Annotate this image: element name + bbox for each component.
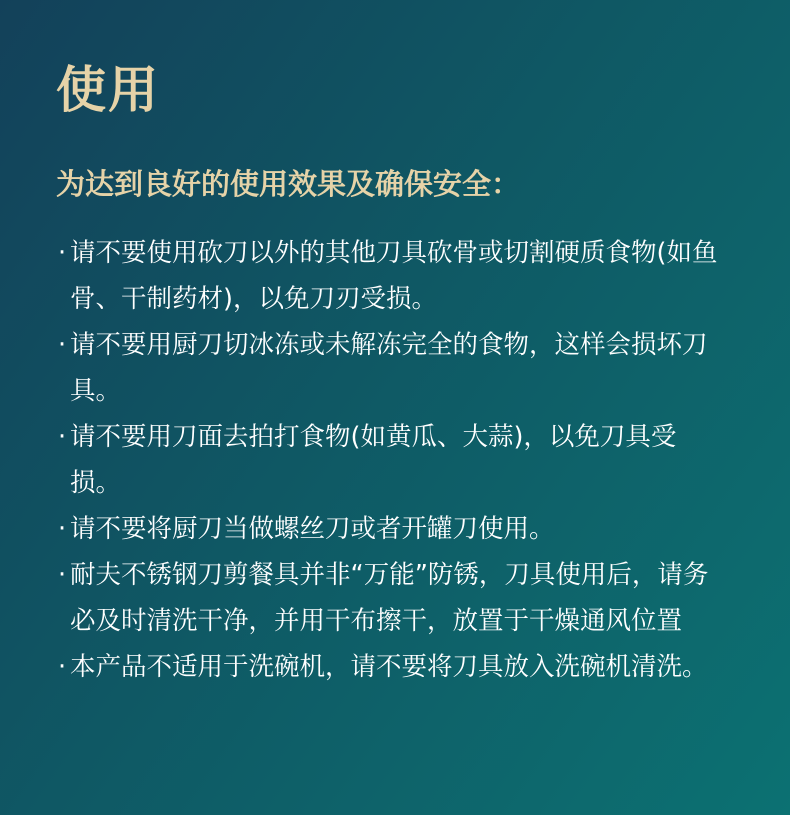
- usage-note-text: 请不要用刀面去拍打食物(如黄瓜、大蒜)，以免刀具受损。: [70, 422, 677, 498]
- bullet-icon: ·: [58, 238, 67, 268]
- usage-note: [58, 506, 718, 552]
- usage-note-text: 请不要用厨刀切冰冻或未解冻完全的食物，这样会损坏刀具。: [70, 330, 708, 406]
- bullet-icon: ·: [58, 422, 67, 452]
- usage-notes-list: [58, 230, 718, 690]
- page-title: 使用: [56, 61, 160, 119]
- bullet-icon: ·: [58, 514, 67, 544]
- bullet-icon: ·: [58, 330, 67, 360]
- bullet-icon: ·: [58, 652, 67, 682]
- usage-note: [58, 322, 718, 414]
- usage-note: [58, 414, 718, 506]
- bullet-icon: ·: [58, 560, 67, 590]
- usage-note: [58, 644, 718, 690]
- usage-note-text: 本产品不适用于洗碗机，请不要将刀具放入洗碗机清洗。: [70, 652, 708, 682]
- usage-note-text: 耐夫不锈钢刀剪餐具并非“万能”防锈，刀具使用后，请务必及时清洗干净，并用干布擦干，放置于干燥通风位置: [70, 560, 709, 636]
- usage-note-text: 请不要将厨刀当做螺丝刀或者开罐刀使用。: [70, 514, 555, 544]
- usage-note: [58, 230, 718, 322]
- usage-note: [58, 552, 718, 644]
- usage-note-text: 请不要使用砍刀以外的其他刀具砍骨或切割硬质食物(如鱼骨、干制药材)，以免刀刃受损。: [70, 238, 718, 314]
- section-subtitle: 为达到良好的使用效果及确保安全：: [56, 167, 521, 201]
